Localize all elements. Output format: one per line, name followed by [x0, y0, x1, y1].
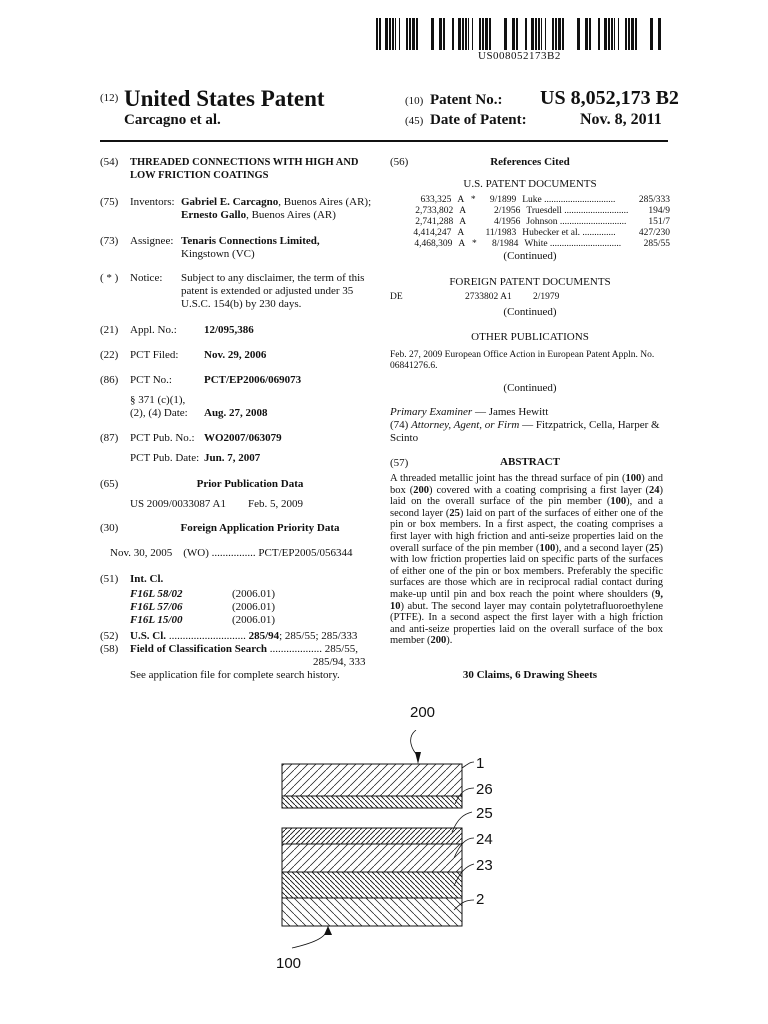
section-371-label: § 371 (c)(1),: [130, 394, 186, 406]
other-pubs-text: Feb. 27, 2009 European Office Action in European Patent Appln. No. 06841276.6.: [390, 350, 655, 371]
prior-pub-title: Prior Publication Data: [196, 478, 304, 490]
int-cl-version: (2006.01): [232, 614, 276, 626]
continued-label: (Continued): [503, 250, 557, 262]
assignee-location: Kingstown (VC): [181, 248, 255, 260]
f57-code: (57): [390, 457, 409, 469]
f52-code: (52): [100, 630, 119, 642]
int-cl-version: (2006.01): [232, 601, 276, 613]
doc-type-code: (12): [100, 92, 119, 104]
f51-code: (51): [100, 573, 119, 585]
continued-label: (Continued): [503, 382, 557, 394]
reference-row: 2,733,802 A 2/1956 Truesdell ........................... 194/9: [415, 206, 670, 216]
prior-pub-date: Feb. 5, 2009: [248, 498, 303, 510]
foreign-country: DE: [390, 292, 403, 302]
f56-code: (56): [390, 156, 409, 168]
inventors-label: Inventors:: [130, 196, 175, 208]
header-rule: [100, 140, 668, 142]
pct-no-label: PCT No.:: [130, 374, 172, 386]
f30-code: (30): [100, 522, 119, 534]
appl-no-value: 12/095,386: [204, 324, 254, 336]
foreign-priority-title: Foreign Application Priority Data: [180, 522, 340, 534]
notice-code: ( * ): [100, 272, 119, 284]
layer-diagram: [270, 730, 510, 980]
inventors-value: Gabriel E. Carcagno, Buenos Aires (AR); Ernesto Gallo, Buenos Aires (AR): [181, 196, 372, 221]
f87-code: (87): [100, 432, 119, 444]
section-371-date-label: (2), (4) Date:: [130, 407, 188, 419]
abstract-title: ABSTRACT: [500, 456, 560, 468]
pct-pub-date-label: PCT Pub. Date:: [130, 452, 200, 464]
reference-row: 4,468,309 A * 8/1984 White .............................. 285/55: [414, 239, 671, 249]
attorney-row: (74) Attorney, Agent, or Firm — Fitzpatrick, Cella, Harper & Scinto: [390, 419, 660, 444]
f54-code: (54): [100, 156, 119, 168]
f21-code: (21): [100, 324, 119, 336]
int-cl-version: (2006.01): [232, 588, 276, 600]
foreign-date: 2/1979: [533, 292, 560, 302]
abstract-text: A threaded metallic joint has the thread surface of pin (100) and box (200) covered with a coating comprising a first layer (24) laid on the overall surface of the pin member (100), and a second layer (25) laid on part of the surfaces of either one of the pin or box members. In a first aspect, the coating comprises a first layer with high friction and anti-seize properties laid on the overall surface of the pin member (100), and a second layer (25) with low friction properties laid on specific parts of the surfaces of either one of the pin or box members. Preferably the specific surfaces are those which are in reciprocal radial contact during make-up until pin and box reach the point where shoulders (9, 10) abut. The second layer may contain polytetrafluoroethylene (PTFE). In a second aspect the first layer with a high friction and anti-seize properties laid on the overall surface of the box member (200).: [390, 473, 664, 647]
f65-code: (65): [100, 478, 119, 490]
figure-label-2: 2: [476, 891, 485, 908]
field-search-row: Field of Classification Search ................... 285/55,: [130, 643, 359, 655]
pct-no-value: PCT/EP2006/069073: [204, 374, 302, 386]
pct-pub-no-label: PCT Pub. No.:: [130, 432, 195, 444]
int-cl-class: F16L 15/00: [130, 614, 183, 626]
patent-title-heading: United States Patent: [124, 86, 325, 111]
f22-code: (22): [100, 349, 119, 361]
pct-filed-label: PCT Filed:: [130, 349, 179, 361]
reference-row: 2,741,288 A 4/1956 Johnson ............................ 151/7: [415, 217, 670, 227]
examiner-row: Primary Examiner — James Hewitt: [390, 406, 549, 418]
pct-pub-no-value: WO2007/063079: [204, 432, 282, 444]
us-docs-table: [412, 195, 670, 250]
appl-no-label: Appl. No.:: [130, 324, 177, 336]
barcode: [376, 18, 662, 50]
other-pubs-title: OTHER PUBLICATIONS: [471, 331, 589, 343]
prior-pub-number: US 2009/0033087 A1: [130, 498, 226, 510]
reference-row: 633,325 A * 9/1899 Luke .............................. 285/333: [420, 195, 670, 205]
assignee-label: Assignee:: [130, 235, 174, 247]
us-cl-row: U.S. Cl. ............................ 285/94; 285/55; 285/333: [130, 630, 358, 642]
foreign-docs-title: FOREIGN PATENT DOCUMENTS: [449, 276, 611, 288]
invention-title: THREADED CONNECTIONS WITH HIGH AND LOW FRICTION COATINGS: [130, 157, 359, 181]
figure-label-23: 23: [476, 857, 493, 874]
f86-code: (86): [100, 374, 119, 386]
figure-label-200: 200: [410, 704, 436, 721]
patent-date: Nov. 8, 2011: [580, 111, 662, 128]
pct-pub-date-value: Jun. 7, 2007: [204, 452, 261, 464]
f73-code: (73): [100, 235, 119, 247]
notice-label: Notice:: [130, 272, 163, 284]
int-cl-class: F16L 58/02: [130, 588, 183, 600]
int-cl-class: F16L 57/06: [130, 601, 183, 613]
assignee-name: Tenaris Connections Limited,: [181, 235, 320, 247]
barcode-number: US008052173B2: [478, 50, 561, 62]
patent-number: US 8,052,173 B2: [540, 87, 679, 109]
figure-label-26: 26: [476, 781, 493, 798]
figure-label-1: 1: [476, 755, 485, 772]
foreign-priority-row: Nov. 30, 2005 (WO) ................ PCT/EP2005/056344: [110, 547, 353, 559]
f58-code: (58): [100, 643, 119, 655]
figure-label-24: 24: [476, 831, 493, 848]
int-cl-label: Int. Cl.: [130, 573, 164, 585]
us-docs-title: U.S. PATENT DOCUMENTS: [463, 178, 597, 190]
figure-label-100: 100: [276, 955, 302, 972]
section-371-date-value: Aug. 27, 2008: [204, 407, 268, 419]
inventor-short: Carcagno et al.: [124, 112, 221, 128]
field-search-values: 285/94, 333: [313, 656, 366, 668]
foreign-number: 2733802 A1: [465, 292, 512, 302]
pct-filed-value: Nov. 29, 2006: [204, 349, 267, 361]
search-history-note: See application file for complete search history.: [130, 669, 340, 681]
date-code: (45): [405, 115, 424, 127]
patent-no-code: (10): [405, 95, 424, 107]
reference-row: 4,414,247 A 11/1983 Hubecker et al. .............. 427/230: [413, 228, 670, 238]
figure-label-25: 25: [476, 805, 493, 822]
claims-count: 30 Claims, 6 Drawing Sheets: [462, 669, 598, 681]
f75-code: (75): [100, 196, 119, 208]
patent-no-label: Patent No.:: [430, 92, 503, 108]
continued-label: (Continued): [503, 306, 557, 318]
notice-text: Subject to any disclaimer, the term of this patent is extended or adjusted under 35 U.S.C. 154(b) by 230 days.: [181, 272, 365, 310]
date-label: Date of Patent:: [430, 112, 527, 128]
references-title: References Cited: [490, 156, 570, 168]
